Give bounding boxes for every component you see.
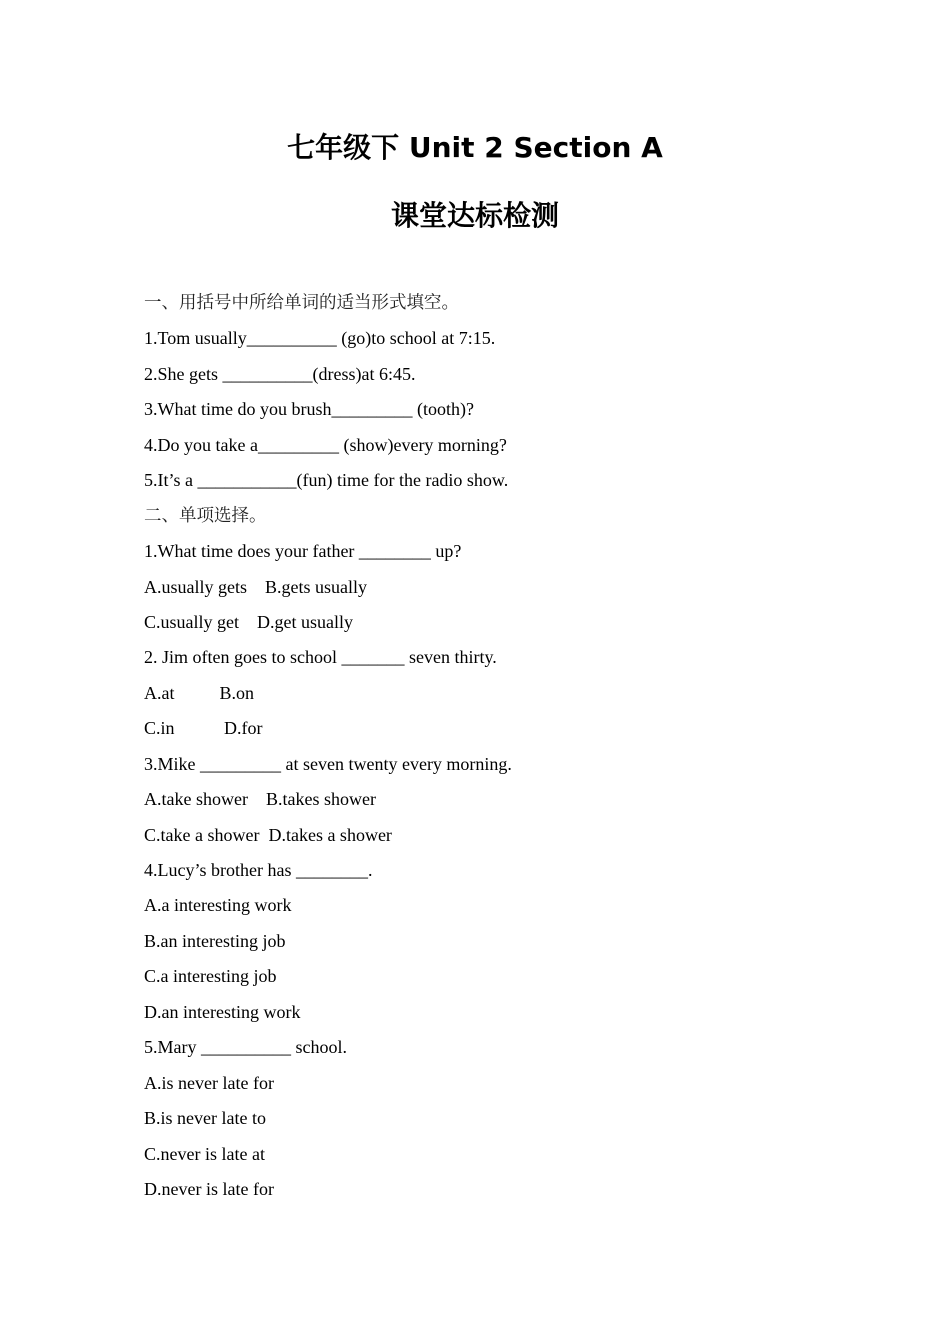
fill-blank-question-1: 1.Tom usually__________ (go)to school at 7:15. (144, 328, 496, 349)
mc-question-5-option-a: A.is never late for (144, 1072, 274, 1093)
mc-question-3-options-cd: C.take a shower D.takes a shower (144, 824, 392, 845)
fill-blank-question-3: 3.What time do you brush_________ (tooth)? (144, 399, 474, 420)
mc-question-4-option-b: B.an interesting job (144, 930, 286, 951)
fill-blank-question-2: 2.She gets __________(dress)at 6:45. (144, 363, 416, 384)
mc-question-5: 5.Mary __________ school. (144, 1037, 347, 1058)
section-heading-fill-blank: 一、用括号中所给单词的适当形式填空。 (144, 293, 459, 313)
mc-question-4-option-a: A.a interesting work (144, 895, 292, 916)
mc-question-5-option-d: D.never is late for (144, 1178, 274, 1199)
mc-question-4-option-c: C.a interesting job (144, 966, 277, 987)
mc-question-1: 1.What time does your father ________ up? (144, 541, 462, 562)
mc-question-2: 2. Jim often goes to school _______ seven thirty. (144, 647, 497, 668)
mc-question-5-option-c: C.never is late at (144, 1143, 265, 1164)
mc-question-4: 4.Lucy’s brother has ________. (144, 860, 373, 880)
fill-blank-question-5: 5.It’s a ___________(fun) time for the radio show. (144, 470, 509, 491)
exercise-content (144, 288, 844, 1209)
mc-question-1-options-ab: A.usually gets B.gets usually (144, 576, 367, 597)
section-heading-multiple-choice: 二、单项选择。 (144, 505, 267, 526)
fill-blank-question-4: 4.Do you take a_________ (show)every morning? (144, 434, 507, 455)
mc-question-3: 3.Mike _________ at seven twenty every morning. (144, 753, 512, 774)
mc-question-5-option-b: B.is never late to (144, 1108, 266, 1129)
mc-question-1-options-cd: C.usually get D.get usually (144, 611, 353, 632)
mc-question-3-options-ab: A.take shower B.takes shower (144, 789, 376, 810)
page-title: 七年级下 Unit 2 Section A (287, 131, 663, 164)
mc-question-4-option-d: D.an interesting work (144, 1001, 301, 1022)
mc-question-2-options-cd: C.in D.for (144, 718, 263, 739)
mc-question-2-options-ab: A.at B.on (144, 682, 254, 703)
page-subtitle: 课堂达标检测 (390, 199, 559, 232)
